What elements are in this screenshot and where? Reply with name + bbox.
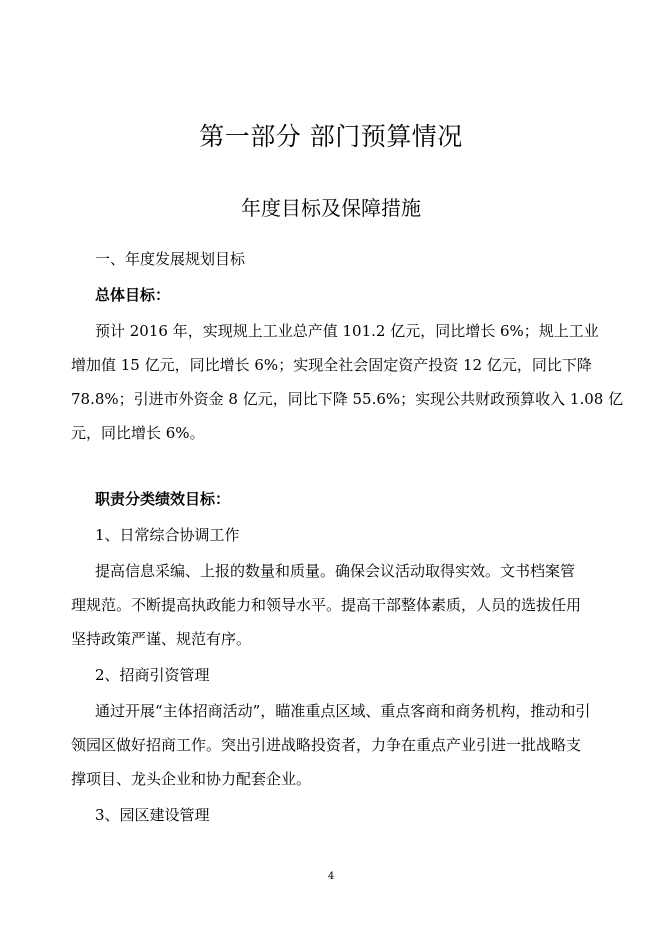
page-number: 4 (327, 871, 335, 882)
duty-goal-label: 职责分类绩效目标： (95, 490, 231, 508)
item3-heading: 3、园区建设管理 (95, 806, 210, 824)
item1-line-2: 理规范。不断提高执政能力和领导水平。提高干部整体素质，人员的选拔任用 (71, 596, 582, 614)
overall-goal-line-3: 78.8%；引进市外资金 8 亿元，同比下降 55.6%；实现公共财政预算收入 1.08 亿 (71, 390, 624, 408)
item2-line-1: 通过开展“主体招商活动”，瞄准重点区域、重点客商和商务机构，推动和引 (95, 702, 591, 720)
section-subtitle: 年度目标及保障措施 (241, 196, 421, 220)
item1-heading: 1、日常综合协调工作 (95, 526, 240, 544)
item2-heading: 2、招商引资管理 (95, 666, 210, 684)
overall-goal-line-4: 元，同比增长 6%。 (71, 424, 205, 442)
overall-goal-label: 总体目标： (95, 286, 171, 304)
item1-line-3: 坚持政策严谨、规范有序。 (71, 630, 252, 648)
page-title: 第一部分 部门预算情况 (199, 122, 463, 151)
section1-heading: 一、年度发展规划目标 (95, 250, 246, 268)
item2-line-2: 领园区做好招商工作。突出引进战略投资者，力争在重点产业引进一批战略支 (71, 736, 582, 754)
overall-goal-line-1: 预计 2016 年，实现规上工业总产值 101.2 亿元，同比增长 6%；规上工业 (95, 322, 599, 340)
item1-line-1: 提高信息采编、上报的数量和质量。确保会议活动取得实效。文书档案管 (95, 562, 576, 580)
overall-goal-line-2: 增加值 15 亿元，同比增长 6%；实现全社会固定资产投资 12 亿元，同比下降 (71, 356, 592, 374)
item2-line-3: 撑项目、龙头企业和协力配套企业。 (71, 770, 312, 788)
